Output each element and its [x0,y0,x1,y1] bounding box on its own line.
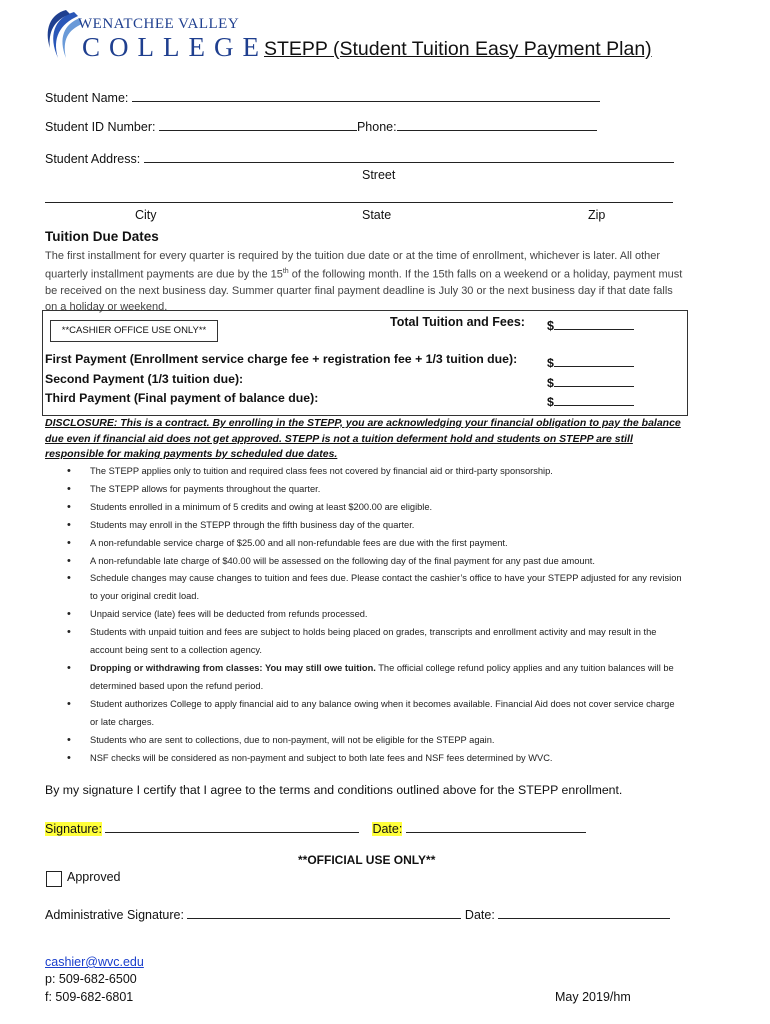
city-caption: City [135,208,157,222]
date-field[interactable] [406,818,586,833]
tuition-paragraph [45,248,685,315]
terms-item: • Students enrolled in a minimum of 5 credits and owing at least $200.00 are eligible. [45,499,685,517]
city-state-zip-field[interactable] [45,202,673,203]
approved-label: Approved [67,870,121,884]
page-title: STEPP (Student Tuition Easy Payment Plan) [264,38,652,60]
tuition-text-2: of the following month. If the 15th falls on a weekend or a holiday, payment must be received on the next business day. Summer quarter final payment deadline is July 30 or the next business day if that date falls on a holiday or weekend. [45,268,683,313]
student-id-label: Student ID Number: [45,120,156,134]
terms-list [45,463,685,767]
approved-checkbox[interactable] [46,871,62,887]
total-tuition-row [547,315,634,333]
tuition-text-1: The first installment for every quarter is required by the tuition due date or at the time of enrollment, whichever is later. All other quarterly installment payments are due by the 15 [45,250,661,281]
third-payment-label: Third Payment (Final payment of balance due): [45,391,319,405]
signature-label: Signature: [45,822,102,836]
terms-item: • Students who are sent to collections, due to non-payment, will not be eligible for the STEPP again. [45,732,685,750]
terms-item: • Student authorizes College to apply financial aid to any balance owing when it becomes available. Financial Aid does not cover service charge or late charges. [45,696,685,732]
tuition-sup: th [282,268,289,275]
cashier-email-link[interactable]: cashier@wvc.edu [45,955,144,969]
third-payment-field[interactable] [554,391,634,406]
zip-caption: Zip [588,208,606,222]
terms-item: • NSF checks will be considered as non-payment and subject to both late fees and NSF fees determined by WVC. [45,750,685,768]
official-use-heading: **OFFICIAL USE ONLY** [298,853,436,867]
logo-line2: COLLEGE [82,32,268,62]
terms-item: • Schedule changes may cause changes to tuition and fees due. Please contact the cashier’s office to have your STEPP adjusted for any revision to your original credit load. [45,570,685,606]
second-dollar: $ [547,376,554,390]
terms-item: • Students may enroll in the STEPP through the fifth business day of the quarter. [45,517,685,535]
terms-item: • A non-refundable late charge of $40.00 will be assessed on the following day of the final payment for any past due amount. [45,553,685,571]
disclosure-text: DISCLOSURE: This is a contract. By enrolling in the STEPP, you are acknowledging your financial obligation to pay the balance due even if financial aid does not get approved. STEPP is not a tuition deferment hold and students on STEPP are still responsible for making payments by scheduled due dates. [45,417,681,460]
third-payment-amount [547,391,634,409]
student-id-row [45,116,597,134]
admin-signature-label: Administrative Signature: [45,908,184,922]
contact-phone: p: 509-682-6500 [45,972,137,986]
terms-item: • Unpaid service (late) fees will be deducted from refunds processed. [45,606,685,624]
cashier-badge: **CASHIER OFFICE USE ONLY** [50,320,218,342]
drop-bold-text: Dropping or withdrawing from classes: You may still owe tuition. [90,662,376,673]
address-label: Student Address: [45,152,141,166]
certify-statement: By my signature I certify that I agree to the terms and conditions outlined above for the STEPP enrollment. [45,783,623,797]
admin-signature-field[interactable] [187,904,461,919]
second-payment-field[interactable] [554,372,634,387]
street-field[interactable] [144,148,674,163]
signature-field[interactable] [105,818,359,833]
terms-item: • A non-refundable service charge of $25.00 and all non-refundable fees are due with the first payment. [45,535,685,553]
student-name-row [45,87,600,105]
date-label: Date: [372,822,403,836]
total-tuition-label: Total Tuition and Fees: [390,315,525,329]
total-tuition-field[interactable] [554,315,634,330]
admin-date-label: Date: [464,908,495,922]
signature-row [45,818,586,836]
third-dollar: $ [547,395,554,409]
terms-item: • The STEPP applies only to tuition and required class fees not covered by financial aid or third-party sponsorship. [45,463,685,481]
logo-line1: WENATCHEE VALLEY [78,16,240,32]
first-payment-amount [547,352,634,370]
state-caption: State [362,208,392,222]
terms-item: • The STEPP allows for payments throughout the quarter. [45,481,685,499]
admin-date-field[interactable] [498,904,670,919]
drop-rest-text: The official college refund policy applies and any tuition balances will be determined based upon the refund period. [90,662,674,691]
first-payment-label: First Payment (Enrollment service charge fee + registration fee + 1/3 tuition due): [45,352,518,366]
first-dollar: $ [547,356,554,370]
student-address-row [45,148,674,166]
first-payment-field[interactable] [554,352,634,367]
college-logo [44,8,268,66]
terms-item: • Students with unpaid tuition and fees are subject to holds being placed on grades, transcripts and enrollment activity and may result in the account being sent to a collection agency. [45,624,685,660]
second-payment-amount [547,372,634,390]
student-name-field[interactable] [132,87,600,102]
phone-field[interactable] [397,116,597,131]
student-name-label: Student Name: [45,91,129,105]
footer-date: May 2019/hm [555,990,631,1004]
street-caption: Street [362,168,396,182]
student-id-field[interactable] [159,116,357,131]
total-dollar: $ [547,319,554,333]
phone-label: Phone: [356,120,397,134]
second-payment-label: Second Payment (1/3 tuition due): [45,372,244,386]
terms-item-drop [45,660,685,696]
contact-fax: f: 509-682-6801 [45,990,134,1004]
tuition-heading: Tuition Due Dates [45,229,159,244]
admin-signature-row [45,904,670,922]
